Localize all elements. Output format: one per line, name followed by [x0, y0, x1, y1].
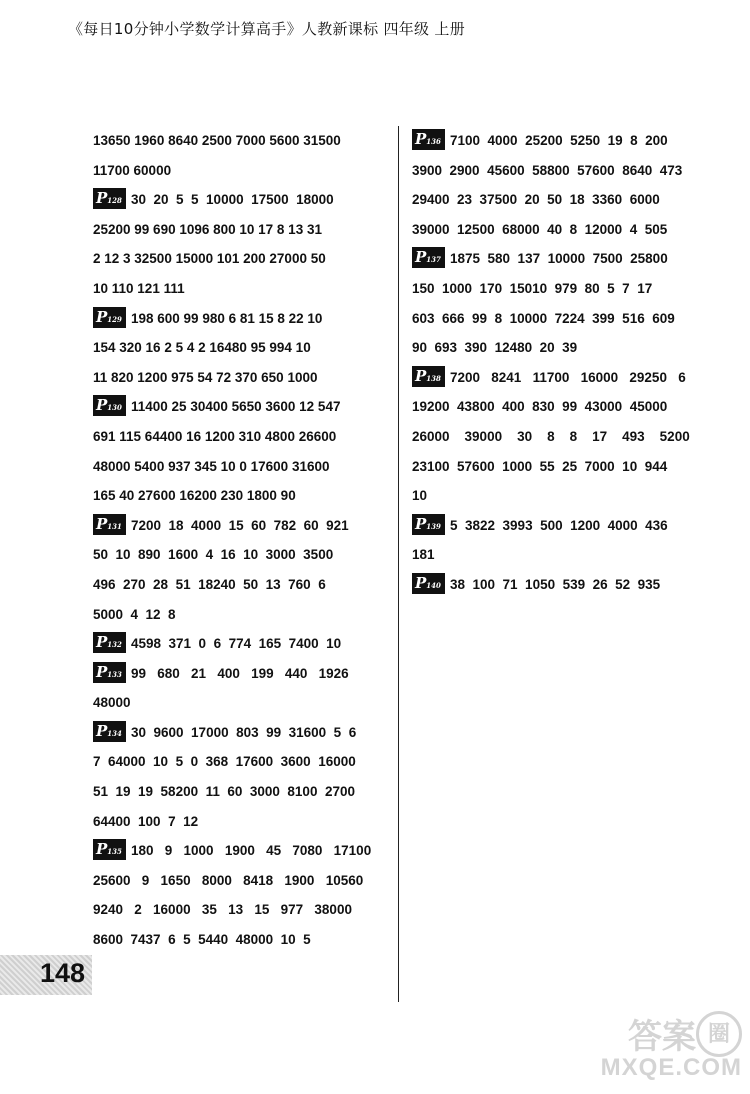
answer-line — [412, 392, 712, 422]
answer-line — [93, 392, 398, 422]
answer-line — [93, 866, 398, 896]
answer-line — [93, 777, 398, 807]
answer-line — [93, 481, 398, 511]
answer-values: 48000 — [93, 695, 131, 711]
answer-values: 7 64000 10 5 0 368 17600 3600 16000 — [93, 754, 356, 770]
answer-line — [412, 540, 712, 570]
answer-line — [412, 363, 712, 393]
page-ref-badge: P128 — [93, 188, 126, 209]
answer-values: 3900 2900 45600 58800 57600 8640 473 — [412, 162, 683, 178]
page-ref-badge: P137 — [412, 247, 445, 268]
answer-values: 39000 12500 68000 40 8 12000 4 505 — [412, 221, 668, 237]
watermark-logo — [601, 1009, 742, 1082]
answer-line — [412, 511, 712, 541]
answer-values: 496 270 28 51 18240 50 13 760 6 — [93, 576, 326, 592]
answer-line — [93, 540, 398, 570]
page-ref-badge: P136 — [412, 129, 445, 150]
answer-line — [412, 422, 712, 452]
answer-line — [412, 156, 712, 186]
page-ref-badge: P138 — [412, 366, 445, 387]
answer-line — [93, 570, 398, 600]
answer-values: 603 666 99 8 10000 7224 399 516 609 — [412, 310, 675, 326]
answer-line — [93, 836, 398, 866]
answer-values: 90 693 390 12480 20 39 — [412, 340, 578, 356]
answer-line — [93, 511, 398, 541]
watermark-en: MXQE.COM — [600, 1054, 742, 1081]
answer-line — [93, 244, 398, 274]
answer-line — [412, 126, 712, 156]
answer-values: 23100 57600 1000 55 25 7000 10 944 — [412, 458, 668, 474]
answer-values: 8600 7437 6 5 5440 48000 10 5 — [93, 932, 311, 948]
answer-line — [412, 185, 712, 215]
answer-line — [93, 215, 398, 245]
answer-values: 11400 25 30400 5650 3600 12 547 — [131, 399, 341, 415]
page-ref-badge: P129 — [93, 307, 126, 328]
answer-line — [93, 126, 398, 156]
answer-values: 30 9600 17000 803 99 31600 5 6 — [131, 724, 357, 740]
answer-values: 2 12 3 32500 15000 101 200 27000 50 — [93, 251, 326, 267]
answer-line — [93, 895, 398, 925]
answer-line — [93, 629, 398, 659]
answer-values: 25200 99 690 1096 800 10 17 8 13 31 — [93, 221, 322, 237]
answer-line — [412, 274, 712, 304]
answer-line — [93, 659, 398, 689]
answer-values: 25600 9 1650 8000 8418 1900 10560 — [93, 872, 364, 888]
answer-values: 1875 580 137 10000 7500 25800 — [450, 251, 668, 267]
answer-values: 4598 371 0 6 774 165 7400 10 — [131, 636, 342, 652]
answer-line — [412, 452, 712, 482]
page-ref-badge: P134 — [93, 721, 126, 742]
answer-line — [412, 333, 712, 363]
answer-values: 29400 23 37500 20 50 18 3360 6000 — [412, 192, 660, 208]
watermark-seal-icon: 圈 — [696, 1011, 742, 1057]
page-ref-badge: P131 — [93, 514, 126, 535]
answer-values: 50 10 890 1600 4 16 10 3000 3500 — [93, 547, 334, 563]
answer-line — [93, 452, 398, 482]
answer-values: 180 9 1000 1900 45 7080 17100 — [131, 843, 372, 859]
answer-values: 198 600 99 980 6 81 15 8 22 10 — [131, 310, 323, 326]
column-divider — [398, 126, 399, 1002]
answer-values: 691 115 64400 16 1200 310 4800 26600 — [93, 428, 337, 444]
answer-line — [412, 244, 712, 274]
answer-values: 10 — [412, 488, 428, 504]
answer-values: 19200 43800 400 830 99 43000 45000 — [412, 399, 668, 415]
answer-line — [93, 363, 398, 393]
answer-line — [412, 304, 712, 334]
answer-values: 165 40 27600 16200 230 1800 90 — [93, 488, 296, 504]
answer-values: 13650 1960 8640 2500 7000 5600 31500 — [93, 133, 341, 148]
answer-line — [93, 274, 398, 304]
page-number: 148 — [40, 958, 86, 988]
page-ref-badge: P139 — [412, 514, 445, 535]
answer-values: 5000 4 12 8 — [93, 606, 176, 622]
answer-values: 48000 5400 937 345 10 0 17600 31600 — [93, 458, 330, 474]
answer-values: 38 100 71 1050 539 26 52 935 — [450, 576, 661, 592]
page-ref-badge: P130 — [93, 395, 126, 416]
page-header: 《每日10分钟小学数学计算高手》人教新课标 四年级 上册 — [68, 20, 466, 38]
answer-line — [93, 688, 398, 718]
answer-line — [93, 600, 398, 630]
answer-values: 26000 39000 30 8 8 17 493 5200 — [412, 428, 690, 444]
answer-column-left — [93, 126, 398, 955]
answer-values: 51 19 19 58200 11 60 3000 8100 2700 — [93, 784, 355, 800]
page-ref-badge: P135 — [93, 839, 126, 860]
answer-values: 11700 60000 — [93, 162, 172, 178]
answer-values: 11 820 1200 975 54 72 370 650 1000 — [93, 369, 318, 385]
page-ref-badge: P132 — [93, 632, 126, 653]
answer-values: 30 20 5 5 10000 17500 18000 — [131, 192, 334, 208]
answer-values: 5 3822 3993 500 1200 4000 436 — [450, 517, 668, 533]
answer-values: 154 320 16 2 5 4 2 16480 95 994 10 — [93, 340, 311, 356]
answer-line — [412, 481, 712, 511]
page-ref-badge: P140 — [412, 573, 445, 594]
answer-line — [412, 570, 712, 600]
answer-values: 7200 18 4000 15 60 782 60 921 — [131, 517, 349, 533]
answer-values: 64400 100 7 12 — [93, 813, 199, 829]
answer-values: 99 680 21 400 199 440 1926 — [131, 665, 349, 681]
answer-line — [93, 422, 398, 452]
answer-line — [93, 304, 398, 334]
answer-line — [93, 925, 398, 955]
answer-line — [93, 807, 398, 837]
answer-values: 150 1000 170 15010 979 80 5 7 17 — [412, 280, 653, 296]
answer-values: 181 — [412, 547, 435, 563]
answer-values: 9240 2 16000 35 13 15 977 38000 — [93, 902, 352, 918]
watermark-cn: 答案 — [628, 1018, 696, 1056]
answer-values: 7200 8241 11700 16000 29250 6 — [450, 369, 686, 385]
answer-column-right — [412, 126, 712, 600]
answer-values: 10 110 121 111 — [93, 280, 185, 296]
answer-line — [93, 156, 398, 186]
answer-line — [93, 747, 398, 777]
answer-line — [93, 333, 398, 363]
answer-line — [93, 185, 398, 215]
answer-line — [93, 718, 398, 748]
answer-values: 7100 4000 25200 5250 19 8 200 — [450, 133, 668, 148]
page-ref-badge: P133 — [93, 662, 126, 683]
answer-line — [412, 215, 712, 245]
